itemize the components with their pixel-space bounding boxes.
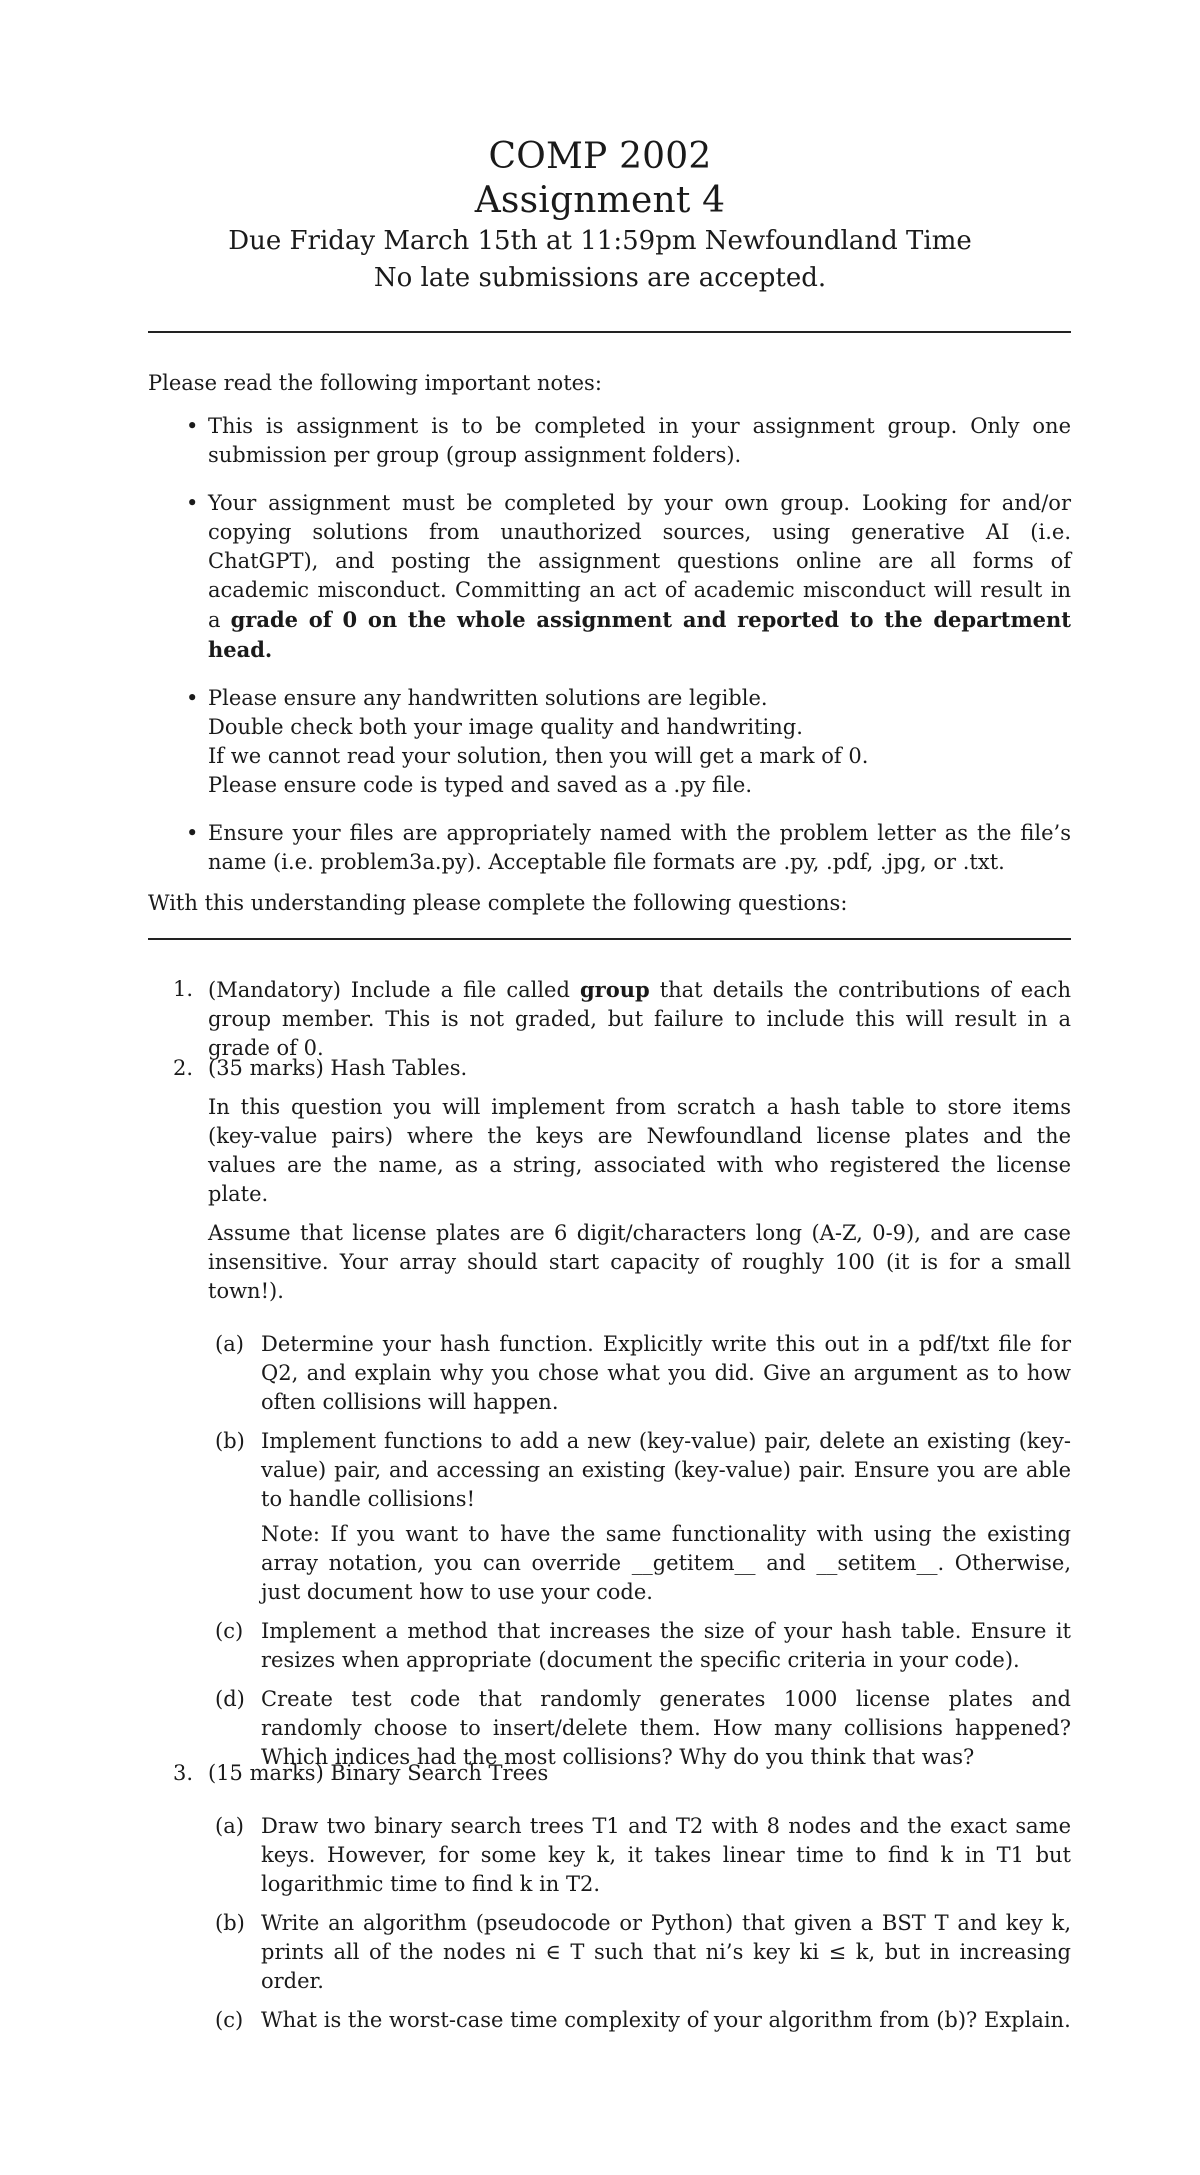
note-line: Double check both your image quality and handwriting. xyxy=(208,715,803,739)
subquestion-3c xyxy=(148,2006,1071,2035)
subquestion-text: Determine your hash function. Explicitly write this out in a pdf/txt file for Q2, and explain why you chose what you did. Give an argument as to how often collisions will happen. xyxy=(261,1332,1071,1414)
question-title: (15 marks) Binary Search Trees xyxy=(208,1761,549,1785)
note-item xyxy=(148,684,1071,800)
due-date: Due Friday March 15th at 11:59pm Newfoundland Time xyxy=(228,226,972,256)
question-title: (35 marks) Hash Tables. xyxy=(208,1056,468,1080)
document-header xyxy=(0,135,1200,297)
question-text: that details the contributions of each group member. This is not graded, but failure to include this will result in a grade of 0. xyxy=(208,978,1071,1060)
subquestion-label: (c) xyxy=(215,2008,244,2032)
question-number: 1. xyxy=(173,977,194,1001)
top-divider xyxy=(148,331,1071,333)
subquestion-2b xyxy=(148,1427,1071,1607)
bottom-divider xyxy=(148,938,1071,940)
question-text: (Mandatory) Include a file called xyxy=(208,978,580,1002)
subquestion-label: (b) xyxy=(215,1911,245,1935)
bullet-icon: • xyxy=(186,686,199,710)
course-title: COMP 2002 xyxy=(488,136,712,177)
subquestion-3a xyxy=(148,1812,1071,1899)
bullet-icon: • xyxy=(186,414,199,438)
subquestion-text: What is the worst-case time complexity of your algorithm from (b)? Explain. xyxy=(261,2008,1071,2032)
question-paragraph: In this question you will implement from scratch a hash table to store items (key-value pairs) where the keys are Newfoundland license plates and the values are the name, as a string, associated with who registered the license plate. xyxy=(208,1095,1071,1206)
assignment-title: Assignment 4 xyxy=(474,180,726,221)
subquestion-label: (c) xyxy=(215,1619,244,1643)
subquestion-text: Implement a method that increases the size of your hash table. Ensure it resizes when appropriate (document the specific criteria in your code). xyxy=(261,1619,1071,1672)
note-text: This is assignment is to be completed in your assignment group. Only one submission per group (group assignment folders). xyxy=(208,414,1071,467)
subquestion-label: (a) xyxy=(215,1814,244,1838)
subquestion-note: Note: If you want to have the same functionality with using the existing array notation, you can override __getitem__ and __setitem__. Otherwise, just document how to use your code. xyxy=(261,1522,1071,1604)
note-line: If we cannot read your solution, then you will get a mark of 0. xyxy=(208,744,869,768)
bullet-icon: • xyxy=(186,491,199,515)
note-line: Please ensure code is typed and saved as a .py file. xyxy=(208,773,753,797)
note-item xyxy=(148,819,1071,877)
question-number: 2. xyxy=(173,1056,194,1080)
question-number: 3. xyxy=(173,1761,194,1785)
question-3 xyxy=(148,1759,1071,2045)
note-item xyxy=(148,412,1071,470)
late-policy: No late submissions are accepted. xyxy=(373,263,827,293)
question-bold-text: group xyxy=(579,977,650,1002)
question-2 xyxy=(148,1054,1071,1782)
subquestion-2a xyxy=(148,1330,1071,1417)
subquestion-text: Implement functions to add a new (key-value) pair, delete an existing (key-value) pair, and accessing an existing (key-value) pair. Ensure you are able to handle collisions! xyxy=(261,1429,1071,1511)
subquestion-label: (a) xyxy=(215,1332,244,1356)
note-item xyxy=(148,489,1071,665)
question-paragraph: Assume that license plates are 6 digit/characters long (A-Z, 0-9), and are case insensitive. Your array should start capacity of roughly 100 (it is for a small town!). xyxy=(208,1221,1071,1303)
note-line: Please ensure any handwritten solutions are legible. xyxy=(208,686,768,710)
notes-outro: With this understanding please complete the following questions: xyxy=(148,891,848,915)
notes-intro: Please read the following important notes: xyxy=(148,371,602,395)
subquestion-text: Write an algorithm (pseudocode or Python) that given a BST T and key k, prints all of the nodes ni ∈ T such that ni’s key ki ≤ k, but in increasing order. xyxy=(261,1911,1071,1993)
subquestion-label: (b) xyxy=(215,1429,245,1453)
note-text: Ensure your files are appropriately named with the problem letter as the file’s name (i.e. problem3a.py). Acceptable file formats are .py, .pdf, .jpg, or .txt. xyxy=(208,821,1071,874)
subquestion-label: (d) xyxy=(215,1687,245,1711)
bullet-icon: • xyxy=(186,821,199,845)
subquestion-text: Create test code that randomly generates 1000 license plates and randomly choose to insert/delete them. How many collisions happened? Which indices had the most collisions? Why do you think that was? xyxy=(261,1687,1071,1769)
question-1 xyxy=(148,975,1071,1063)
subquestion-text: Draw two binary search trees T1 and T2 with 8 nodes and the exact same keys. However, for some key k, it takes linear time to find k in T1 but logarithmic time to find k in T2. xyxy=(261,1814,1071,1896)
note-text: Your assignment must be completed by your own group. Looking for and/or copying solutions from unauthorized sources, using generative AI (i.e. ChatGPT), and posting the assignment questions online are all forms of academic misconduct. Committing an act of academic misconduct will result in a xyxy=(208,491,1071,632)
subquestion-3b xyxy=(148,1909,1071,1996)
notes-list xyxy=(148,412,1071,896)
note-bold-text: grade of 0 on the whole assignment and reported to the department head. xyxy=(208,607,1071,662)
subquestion-2c xyxy=(148,1617,1071,1675)
